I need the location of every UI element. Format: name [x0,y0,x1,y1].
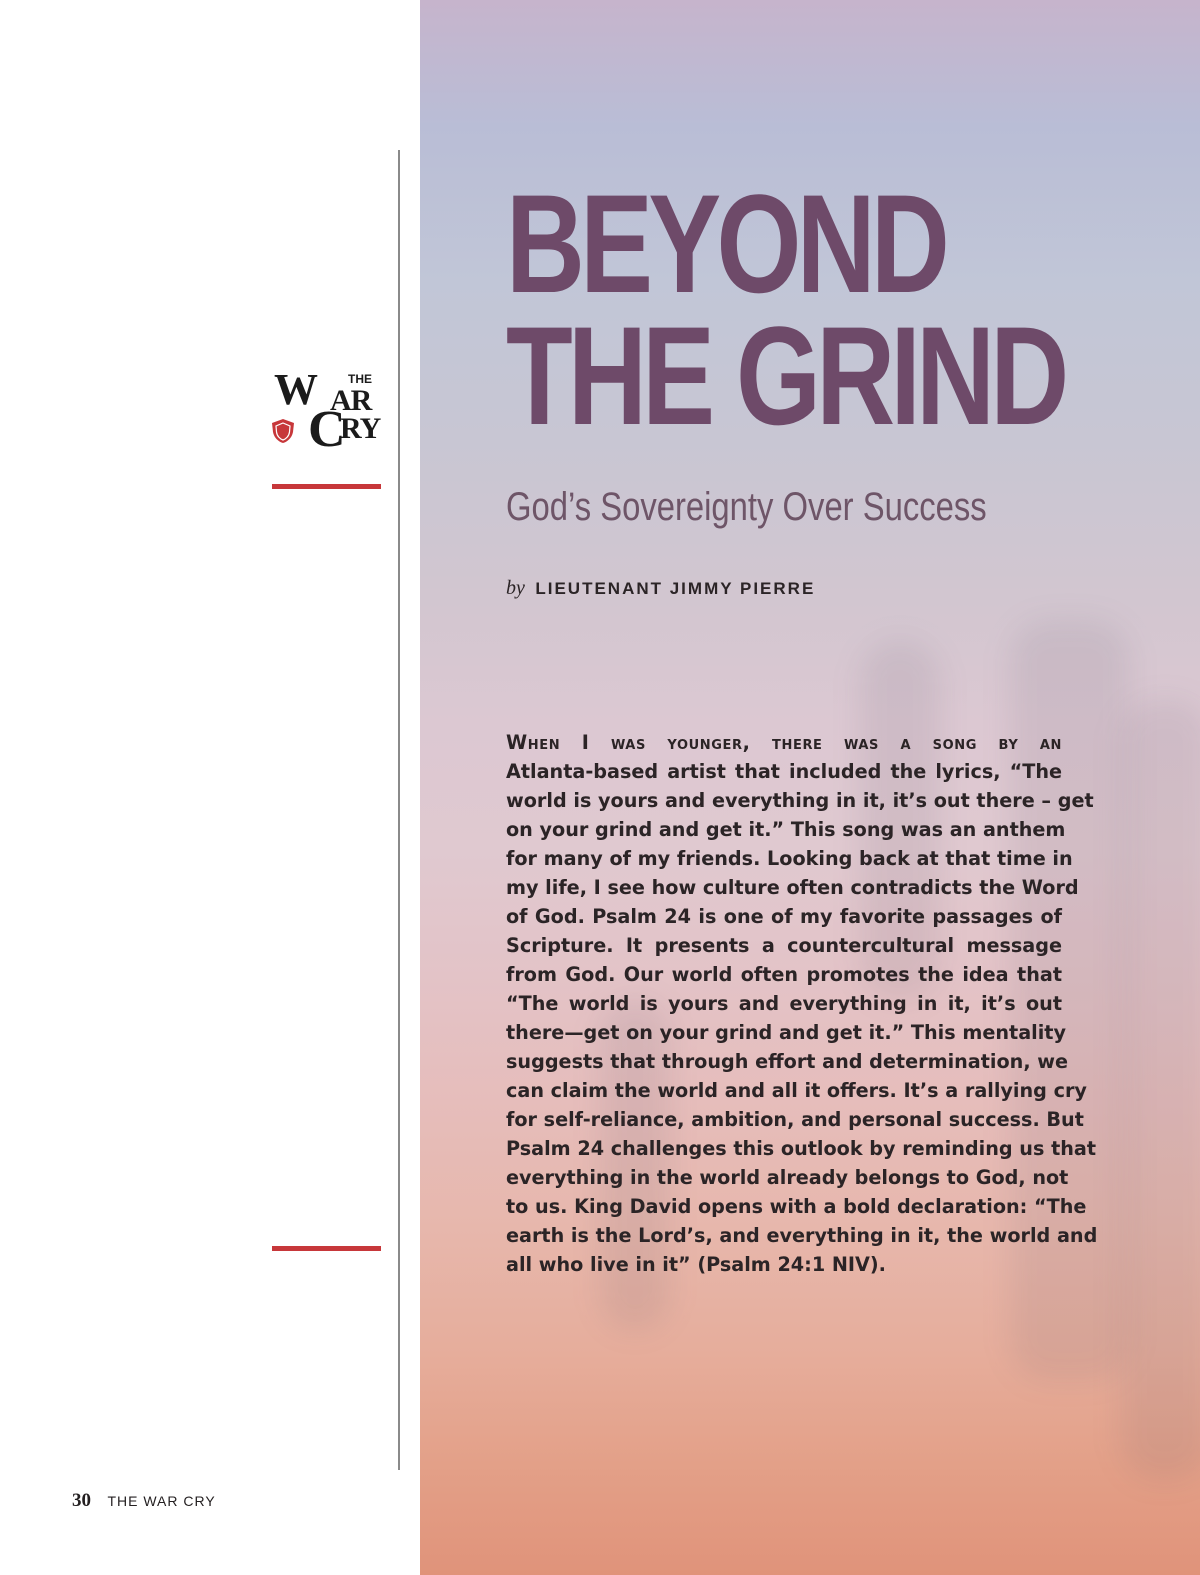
byline-prefix: by [506,577,525,599]
body-line: there—get on your grind and get it.” This mentality [506,1021,1066,1044]
red-divider-bottom [272,1246,381,1251]
body-line: Scripture. It presents a countercultural message [506,934,1062,957]
body-line: earth is the Lord’s, and everything in it, the world and [506,1224,1098,1247]
article-hero [420,0,1200,1575]
logo-letter-w: W [274,365,315,414]
war-cry-logo [268,366,384,462]
body-line: “The world is yours and everything in it, it’s out [506,992,1062,1015]
red-divider-top [272,484,381,489]
body-line: world is yours and everything in it, it’s out there – get [506,789,1094,812]
article-title-line2: THE GRIND [506,297,1065,454]
body-line: from God. Our world often promotes the idea that [506,963,1062,986]
background-figure [1120,700,1200,1480]
body-line: all who live in it” (Psalm 24:1 NIV). [506,1253,886,1276]
salvation-army-shield-icon [270,418,296,444]
magazine-name: THE WAR CRY [107,1493,216,1509]
body-line: for self-reliance, ambition, and personal success. But [506,1108,1084,1131]
byline [506,577,815,600]
article-title [506,165,1065,454]
logo-the: THE [348,372,372,386]
logo-letters-ar: AR [330,384,372,417]
body-line: everything in the world already belongs to God, not [506,1166,1069,1189]
logo-letter-c: C [308,401,346,458]
body-line: Atlanta-based artist that included the lyrics, “The [506,760,1062,783]
body-line: to us. King David opens with a bold declaration: “The [506,1195,1087,1218]
page-number: 30 [72,1490,91,1511]
body-line: Psalm 24 challenges this outlook by reminding us that [506,1137,1097,1160]
body-line: on your grind and get it.” This song was an anthem [506,818,1066,841]
body-line: suggests that through effort and determination, we [506,1050,1069,1073]
body-line: of God. Psalm 24 is one of my favorite passages of [506,905,1062,928]
article-body [506,728,1098,1279]
article-subtitle: God’s Sovereignty Over Success [506,485,987,529]
sidebar [0,0,420,1575]
body-line: my life, I see how culture often contradicts the Word [506,876,1079,899]
body-lead-in: When I was younger, there was a song by an [506,731,1062,754]
page-folio [72,1490,216,1512]
logo-letters-ry: RY [340,412,381,445]
body-line: for many of my friends. Looking back at that time in [506,847,1073,870]
article-title-line1: BEYOND [506,165,946,322]
vertical-divider [398,150,400,1470]
author-name: LIEUTENANT JIMMY PIERRE [535,579,816,598]
body-line: can claim the world and all it offers. It’s a rallying cry [506,1079,1087,1102]
